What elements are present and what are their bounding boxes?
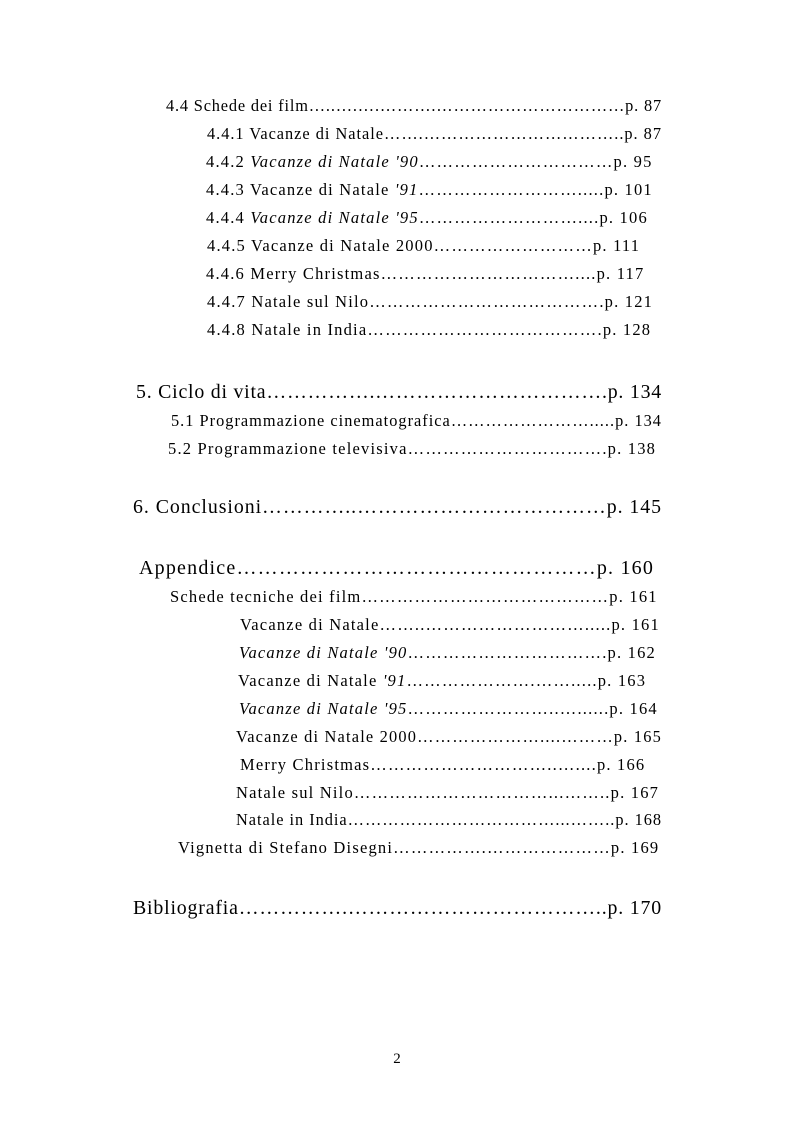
toc-entry[interactable]: 5.2 Programmazione televisiva…………………………….p. 138: [168, 439, 657, 458]
toc-entry[interactable]: Vacanze di Natale 2000…………………....………p. 165: [236, 727, 662, 746]
toc-entry[interactable]: 4.4.4 Vacanze di Natale '95………………………....p. 106: [206, 208, 648, 227]
toc-entry[interactable]: Natale in India………………………………...……..p. 168: [236, 810, 662, 829]
toc-chapter[interactable]: 6. Conclusioni…………..………………………………p. 145: [133, 496, 662, 518]
toc-entry[interactable]: Vacanze di Natale '90…………………………….p. 162: [239, 643, 656, 662]
toc-entry[interactable]: Natale sul Nilo……………………………...……..p. 167: [236, 783, 660, 802]
toc-chapter[interactable]: 5. Ciclo di vita…………….…………………………….p. 134: [136, 381, 662, 403]
toc-entry[interactable]: Vacanze di Natale '95……………………..…......p. 164: [239, 699, 658, 718]
toc-entry[interactable]: 4.4.5 Vacanze di Natale 2000………………………p. 111: [207, 236, 641, 255]
toc-entry[interactable]: Schede tecniche dei film……………………………………p. 161: [170, 587, 658, 606]
page-number: 2: [393, 1051, 401, 1067]
toc-entry[interactable]: Vacanze di Natale '91………………….…….....p. 163: [238, 671, 647, 690]
toc-entry[interactable]: 4.4.6 Merry Christmas……………………………....p. 117: [206, 264, 645, 283]
toc-entry[interactable]: 4.4.7 Natale sul Nilo………………………………….p. 121: [207, 292, 654, 311]
toc-chapter[interactable]: Appendice……………………………………………p. 160: [139, 557, 655, 579]
toc-entry[interactable]: 4.4.1 Vacanze di Natale…….……………………………..p. 87: [207, 124, 662, 143]
toc-entry[interactable]: Vignetta di Stefano Disegni…………….…………………p. 169: [178, 838, 660, 857]
toc-chapter[interactable]: Bibliografia…………….………………………………..p. 170: [133, 897, 662, 919]
toc-entry[interactable]: Vacanze di Natale……..……………………….....p. 161: [240, 615, 660, 634]
toc-entry[interactable]: 4.4.8 Natale in India………………………………….p. 128: [207, 320, 652, 339]
toc-entry[interactable]: 4.4 Schede dei film…..….….……….……………………………p. 87: [166, 96, 662, 115]
toc-entry[interactable]: 4.4.3 Vacanze di Natale '91……………………….....p. 101: [206, 180, 653, 199]
toc-entry[interactable]: 5.1 Programmazione cinematografica…………………….....p. 134: [171, 411, 662, 430]
toc-entry[interactable]: Merry Christmas…………………………..…....p. 166: [240, 755, 646, 774]
toc-entry[interactable]: 4.4.2 Vacanze di Natale '90……………………………p. 95: [206, 152, 653, 171]
